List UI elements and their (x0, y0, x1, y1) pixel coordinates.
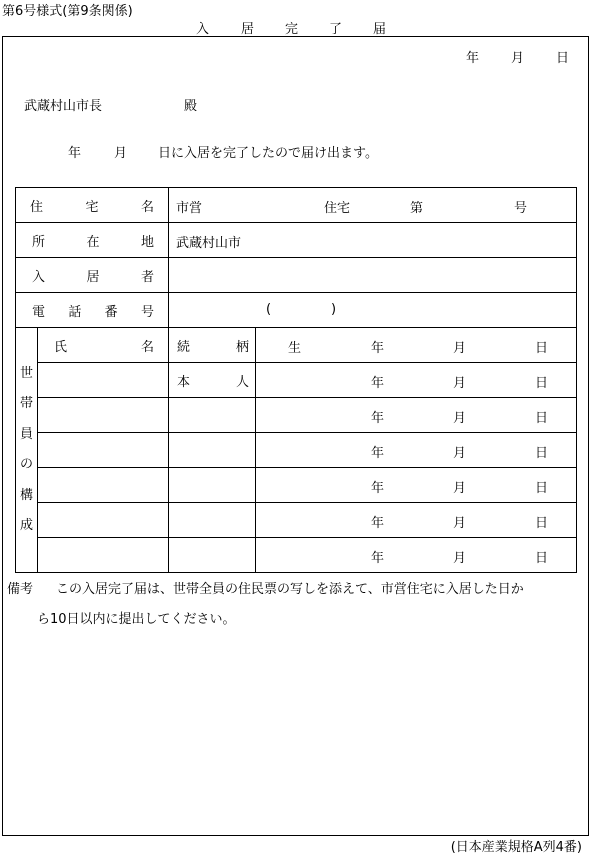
header-relation (169, 328, 256, 363)
date-month: 月 (511, 51, 525, 66)
side-label-char: 成 (19, 518, 33, 533)
label-char: 在 (86, 234, 100, 250)
household-side-label (16, 328, 38, 573)
title-char: 了 (329, 22, 343, 37)
member-relation-field[interactable] (169, 468, 256, 503)
birth-day: 日 (535, 551, 549, 566)
statement-text: 日に入居を完了したので届け出ます。 (158, 146, 378, 161)
header-day: 日 (535, 341, 549, 356)
side-label-char: の (19, 457, 33, 472)
housing-suffix: 住宅 (324, 201, 351, 216)
birth-month: 月 (453, 446, 467, 461)
member-birth-field[interactable] (256, 503, 577, 538)
header-birth (256, 328, 577, 363)
header-birth-char: 生 (288, 341, 302, 356)
housing-go: 号 (514, 201, 528, 216)
birth-month: 月 (453, 551, 467, 566)
header-year: 年 (371, 341, 385, 356)
statement-year: 年 (68, 146, 82, 161)
form-number: 第6号様式(第9条関係) (2, 4, 133, 19)
birth-month: 月 (453, 376, 467, 391)
member-relation-field[interactable] (169, 398, 256, 433)
title-char: 届 (373, 22, 387, 37)
label-char: 地 (141, 234, 155, 250)
birth-day: 日 (535, 481, 549, 496)
field-housing-name[interactable] (169, 188, 577, 223)
member-row (16, 398, 577, 433)
label-char: 電 (32, 304, 46, 320)
title-char: 完 (285, 22, 299, 37)
location-value: 武蔵村山市 (176, 236, 242, 251)
remarks-label: 備考 (7, 582, 34, 597)
member-relation-field[interactable] (169, 538, 256, 573)
member-relation-field[interactable] (169, 433, 256, 468)
field-resident[interactable] (169, 258, 577, 293)
member-name-field[interactable] (38, 468, 169, 503)
member-name-field[interactable] (38, 538, 169, 573)
label-char: 号 (140, 304, 154, 320)
header-month: 月 (453, 341, 467, 356)
birth-month: 月 (453, 411, 467, 426)
phone-paren-close: ) (331, 302, 337, 317)
label-resident (16, 258, 169, 293)
field-location[interactable] (169, 223, 577, 258)
household-header-row (16, 328, 577, 363)
birth-year: 年 (371, 516, 385, 531)
side-label-char: 帯 (19, 396, 33, 411)
birth-month: 月 (453, 516, 467, 531)
birth-day: 日 (535, 376, 549, 391)
relation-char: 本 (177, 374, 191, 390)
remarks-line-2: ら10日以内に提出してください。 (37, 612, 236, 627)
member-row (16, 503, 577, 538)
member-name-field[interactable] (38, 503, 169, 538)
header-name (38, 328, 169, 363)
header-char: 柄 (236, 339, 250, 355)
statement-month: 月 (114, 146, 128, 161)
row-resident (16, 258, 577, 293)
label-location (16, 223, 169, 258)
member-name-field[interactable] (38, 363, 169, 398)
member-relation-field (169, 363, 256, 398)
side-label-char: 世 (19, 365, 33, 381)
addressee-name: 武蔵村山市長 (24, 99, 103, 114)
form-table (15, 187, 577, 573)
row-location (16, 223, 577, 258)
member-name-field[interactable] (38, 398, 169, 433)
title-char: 入 (196, 22, 210, 37)
title-char: 居 (241, 22, 255, 37)
member-row (16, 538, 577, 573)
member-birth-field[interactable] (256, 468, 577, 503)
label-char: 居 (86, 269, 100, 285)
label-char: 入 (32, 269, 46, 285)
member-birth-field[interactable] (256, 433, 577, 468)
relation-char: 人 (236, 374, 250, 390)
remarks-line-1: この入居完了届は、世帯全員の住民票の写しを添えて、市営住宅に入居した日か (56, 582, 524, 597)
side-label-char: 構 (19, 487, 33, 503)
member-name-field[interactable] (38, 433, 169, 468)
label-char: 番 (104, 304, 118, 320)
label-char: 所 (32, 234, 46, 250)
label-phone (16, 293, 169, 328)
member-birth-field[interactable] (256, 538, 577, 573)
field-phone[interactable] (169, 293, 577, 328)
member-row (16, 433, 577, 468)
birth-year: 年 (371, 446, 385, 461)
label-housing-name (16, 188, 169, 223)
birth-day: 日 (535, 446, 549, 461)
birth-year: 年 (371, 411, 385, 426)
birth-month: 月 (453, 481, 467, 496)
date-day: 日 (556, 51, 570, 66)
header-char: 名 (141, 339, 155, 355)
housing-prefix: 市営 (176, 201, 203, 216)
row-housing-name (16, 188, 577, 223)
member-relation-field[interactable] (169, 503, 256, 538)
addressee-honorific: 殿 (184, 99, 198, 114)
side-label-char: 員 (19, 426, 33, 442)
phone-paren-open: ( (266, 302, 272, 317)
label-char: 話 (68, 304, 82, 320)
member-birth-field[interactable] (256, 398, 577, 433)
birth-day: 日 (535, 411, 549, 426)
member-row (16, 363, 577, 398)
label-char: 住 (30, 199, 44, 215)
member-birth-field[interactable] (256, 363, 577, 398)
housing-dai: 第 (410, 201, 424, 216)
member-row (16, 468, 577, 503)
birth-year: 年 (371, 376, 385, 391)
label-char: 名 (141, 199, 155, 215)
row-phone (16, 293, 577, 328)
date-year: 年 (466, 51, 480, 66)
birth-day: 日 (535, 516, 549, 531)
birth-year: 年 (371, 551, 385, 566)
birth-year: 年 (371, 481, 385, 496)
header-char: 続 (177, 339, 191, 355)
paper-size-note: (日本産業規格A列4番) (450, 840, 582, 855)
header-char: 氏 (54, 339, 68, 355)
label-char: 宅 (85, 199, 99, 215)
label-char: 者 (141, 269, 155, 285)
